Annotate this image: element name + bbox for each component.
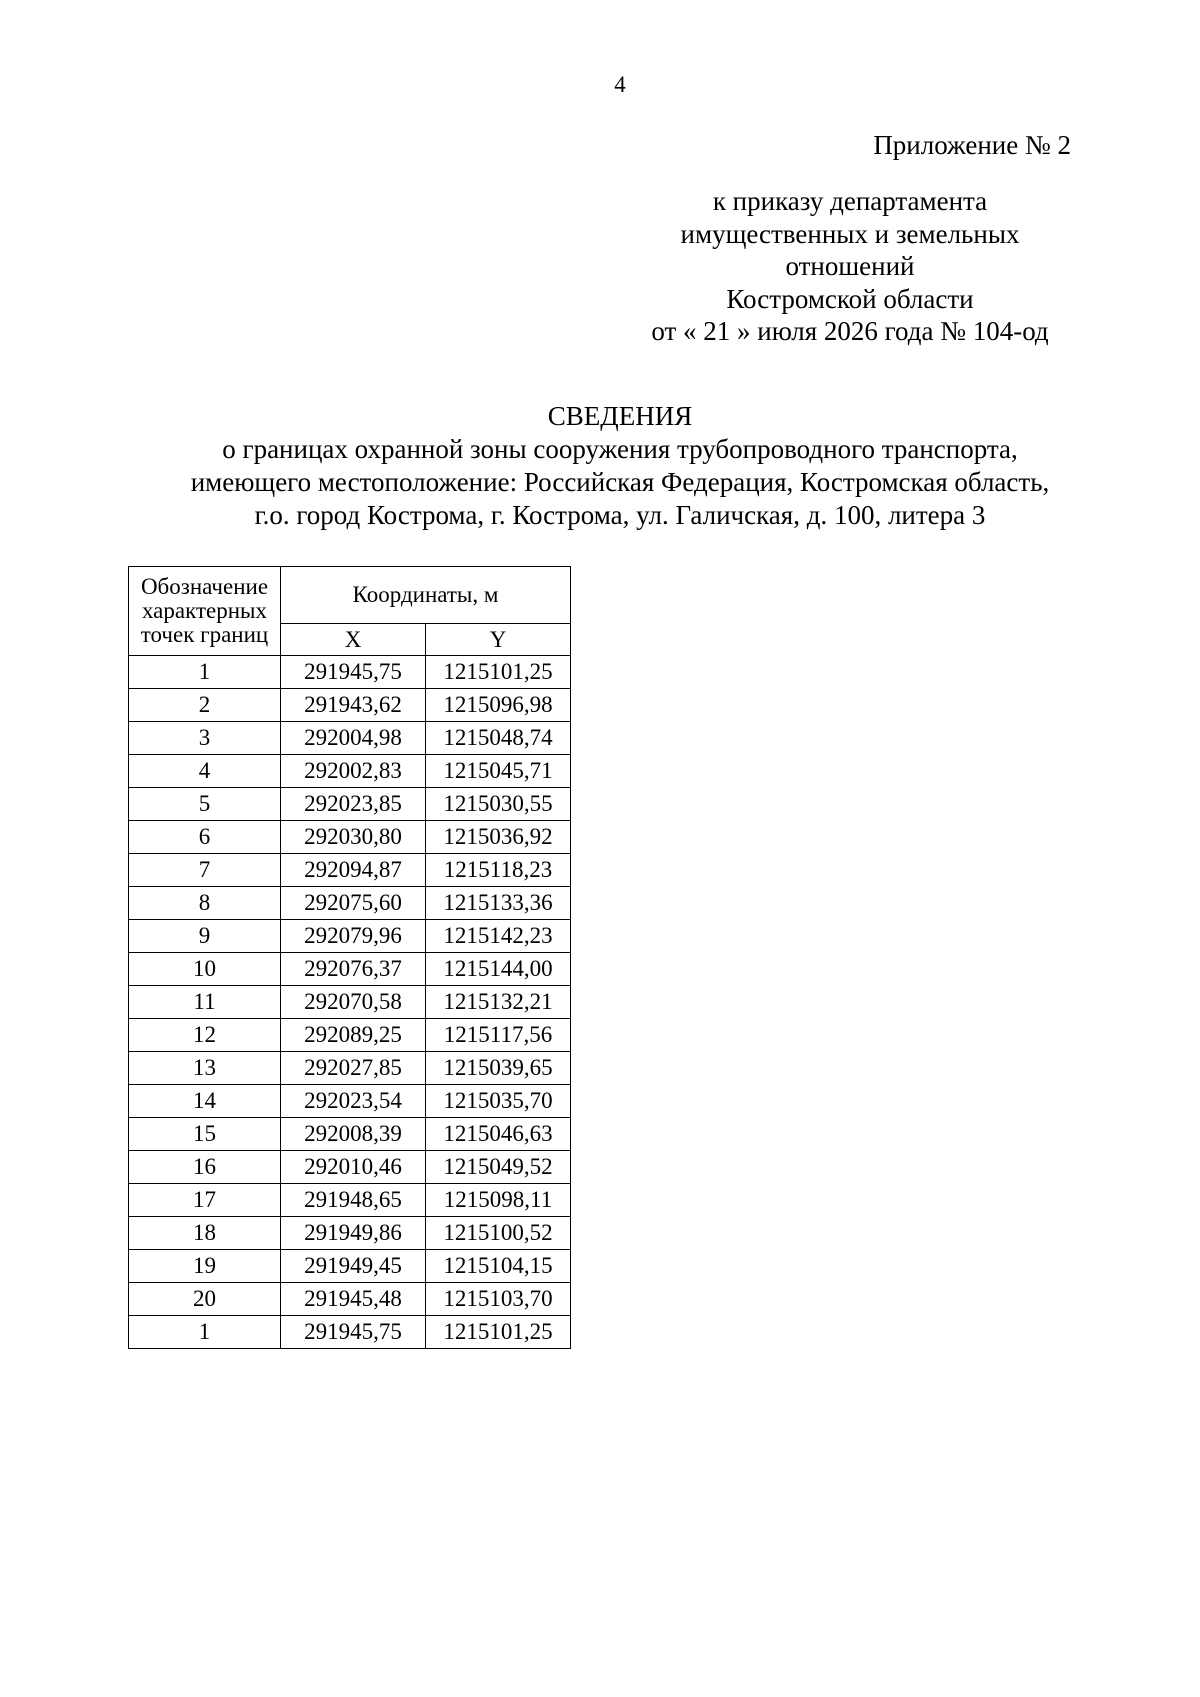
table-row bbox=[129, 722, 571, 755]
point-number-cell: 1 bbox=[129, 1316, 281, 1349]
coordinates-table bbox=[128, 566, 571, 1349]
point-number-cell: 13 bbox=[129, 1052, 281, 1085]
point-number-cell: 10 bbox=[129, 953, 281, 986]
table-row bbox=[129, 1085, 571, 1118]
order-reference-line: Костромской области bbox=[726, 283, 974, 314]
table-row bbox=[129, 1184, 571, 1217]
point-number-cell: 11 bbox=[129, 986, 281, 1019]
y-coordinate-cell: 1215098,11 bbox=[426, 1184, 571, 1217]
appendix-label: Приложение № 2 bbox=[873, 130, 1071, 160]
point-number-cell: 3 bbox=[129, 722, 281, 755]
order-reference bbox=[600, 185, 1100, 348]
header-coordinates: Координаты, м bbox=[281, 567, 571, 624]
y-coordinate-cell: 1215103,70 bbox=[426, 1283, 571, 1316]
x-coordinate-cell: 292010,46 bbox=[281, 1151, 426, 1184]
y-coordinate-cell: 1215039,65 bbox=[426, 1052, 571, 1085]
table-row bbox=[129, 1316, 571, 1349]
y-coordinate-cell: 1215101,25 bbox=[426, 1316, 571, 1349]
point-number-cell: 1 bbox=[129, 656, 281, 689]
x-coordinate-cell: 291943,62 bbox=[281, 689, 426, 722]
point-number-cell: 5 bbox=[129, 788, 281, 821]
y-coordinate-cell: 1215035,70 bbox=[426, 1085, 571, 1118]
table-row bbox=[129, 821, 571, 854]
x-coordinate-cell: 291945,48 bbox=[281, 1283, 426, 1316]
coordinates-table-body bbox=[129, 656, 571, 1349]
x-coordinate-cell: 291945,75 bbox=[281, 656, 426, 689]
y-coordinate-cell: 1215104,15 bbox=[426, 1250, 571, 1283]
table-row bbox=[129, 1118, 571, 1151]
table-row bbox=[129, 1250, 571, 1283]
table-row bbox=[129, 755, 571, 788]
table-row bbox=[129, 788, 571, 821]
x-coordinate-cell: 292089,25 bbox=[281, 1019, 426, 1052]
header-y: Y bbox=[426, 624, 571, 656]
table-row bbox=[129, 1052, 571, 1085]
point-number-cell: 6 bbox=[129, 821, 281, 854]
document-heading: СВЕДЕНИЯ bbox=[547, 401, 693, 431]
header-point-designation: Обозначение характерных точек границ bbox=[129, 567, 281, 656]
point-number-cell: 4 bbox=[129, 755, 281, 788]
table-row bbox=[129, 689, 571, 722]
document-subtitle-line: г.о. город Кострома, г. Кострома, ул. Галичская, д. 100, литера 3 bbox=[254, 500, 986, 530]
table-row bbox=[129, 1217, 571, 1250]
point-number-cell: 19 bbox=[129, 1250, 281, 1283]
point-number-cell: 9 bbox=[129, 920, 281, 953]
table-row bbox=[129, 1151, 571, 1184]
order-reference-line: имущественных и земельных bbox=[680, 218, 1020, 249]
point-number-cell: 15 bbox=[129, 1118, 281, 1151]
x-coordinate-cell: 291949,45 bbox=[281, 1250, 426, 1283]
table-row bbox=[129, 1283, 571, 1316]
x-coordinate-cell: 292070,58 bbox=[281, 986, 426, 1019]
x-coordinate-cell: 292076,37 bbox=[281, 953, 426, 986]
point-number-cell: 20 bbox=[129, 1283, 281, 1316]
table-row bbox=[129, 1019, 571, 1052]
table-row bbox=[129, 656, 571, 689]
y-coordinate-cell: 1215100,52 bbox=[426, 1217, 571, 1250]
point-number-cell: 12 bbox=[129, 1019, 281, 1052]
y-coordinate-cell: 1215101,25 bbox=[426, 656, 571, 689]
point-number-cell: 16 bbox=[129, 1151, 281, 1184]
y-coordinate-cell: 1215030,55 bbox=[426, 788, 571, 821]
x-coordinate-cell: 292023,85 bbox=[281, 788, 426, 821]
x-coordinate-cell: 291949,86 bbox=[281, 1217, 426, 1250]
table-row bbox=[129, 854, 571, 887]
y-coordinate-cell: 1215036,92 bbox=[426, 821, 571, 854]
document-title bbox=[0, 400, 1200, 532]
y-coordinate-cell: 1215132,21 bbox=[426, 986, 571, 1019]
x-coordinate-cell: 292075,60 bbox=[281, 887, 426, 920]
header-x: X bbox=[281, 624, 426, 656]
point-number-cell: 14 bbox=[129, 1085, 281, 1118]
document-subtitle-line: о границах охранной зоны сооружения трубопроводного транспорта, bbox=[222, 434, 1018, 464]
x-coordinate-cell: 291945,75 bbox=[281, 1316, 426, 1349]
x-coordinate-cell: 292004,98 bbox=[281, 722, 426, 755]
x-coordinate-cell: 292002,83 bbox=[281, 755, 426, 788]
point-number-cell: 7 bbox=[129, 854, 281, 887]
y-coordinate-cell: 1215046,63 bbox=[426, 1118, 571, 1151]
point-number-cell: 17 bbox=[129, 1184, 281, 1217]
y-coordinate-cell: 1215045,71 bbox=[426, 755, 571, 788]
x-coordinate-cell: 292030,80 bbox=[281, 821, 426, 854]
order-date-number: от « 21 » июля 2026 года № 104-од bbox=[651, 316, 1049, 346]
y-coordinate-cell: 1215049,52 bbox=[426, 1151, 571, 1184]
y-coordinate-cell: 1215096,98 bbox=[426, 689, 571, 722]
x-coordinate-cell: 292027,85 bbox=[281, 1052, 426, 1085]
y-coordinate-cell: 1215133,36 bbox=[426, 887, 571, 920]
table-row bbox=[129, 920, 571, 953]
point-number-cell: 18 bbox=[129, 1217, 281, 1250]
y-coordinate-cell: 1215117,56 bbox=[426, 1019, 571, 1052]
y-coordinate-cell: 1215142,23 bbox=[426, 920, 571, 953]
order-reference-line: к приказу департамента bbox=[712, 186, 988, 216]
x-coordinate-cell: 292008,39 bbox=[281, 1118, 426, 1151]
table-row bbox=[129, 953, 571, 986]
point-number-cell: 8 bbox=[129, 887, 281, 920]
y-coordinate-cell: 1215118,23 bbox=[426, 854, 571, 887]
y-coordinate-cell: 1215048,74 bbox=[426, 722, 571, 755]
page-number: 4 bbox=[614, 72, 626, 97]
table-row bbox=[129, 887, 571, 920]
point-number-cell: 2 bbox=[129, 689, 281, 722]
x-coordinate-cell: 292094,87 bbox=[281, 854, 426, 887]
table-row bbox=[129, 986, 571, 1019]
x-coordinate-cell: 291948,65 bbox=[281, 1184, 426, 1217]
order-reference-line: отношений bbox=[785, 251, 915, 281]
document-subtitle-line: имеющего местоположение: Российская Федерация, Костромская область, bbox=[190, 467, 1050, 497]
x-coordinate-cell: 292079,96 bbox=[281, 920, 426, 953]
y-coordinate-cell: 1215144,00 bbox=[426, 953, 571, 986]
x-coordinate-cell: 292023,54 bbox=[281, 1085, 426, 1118]
